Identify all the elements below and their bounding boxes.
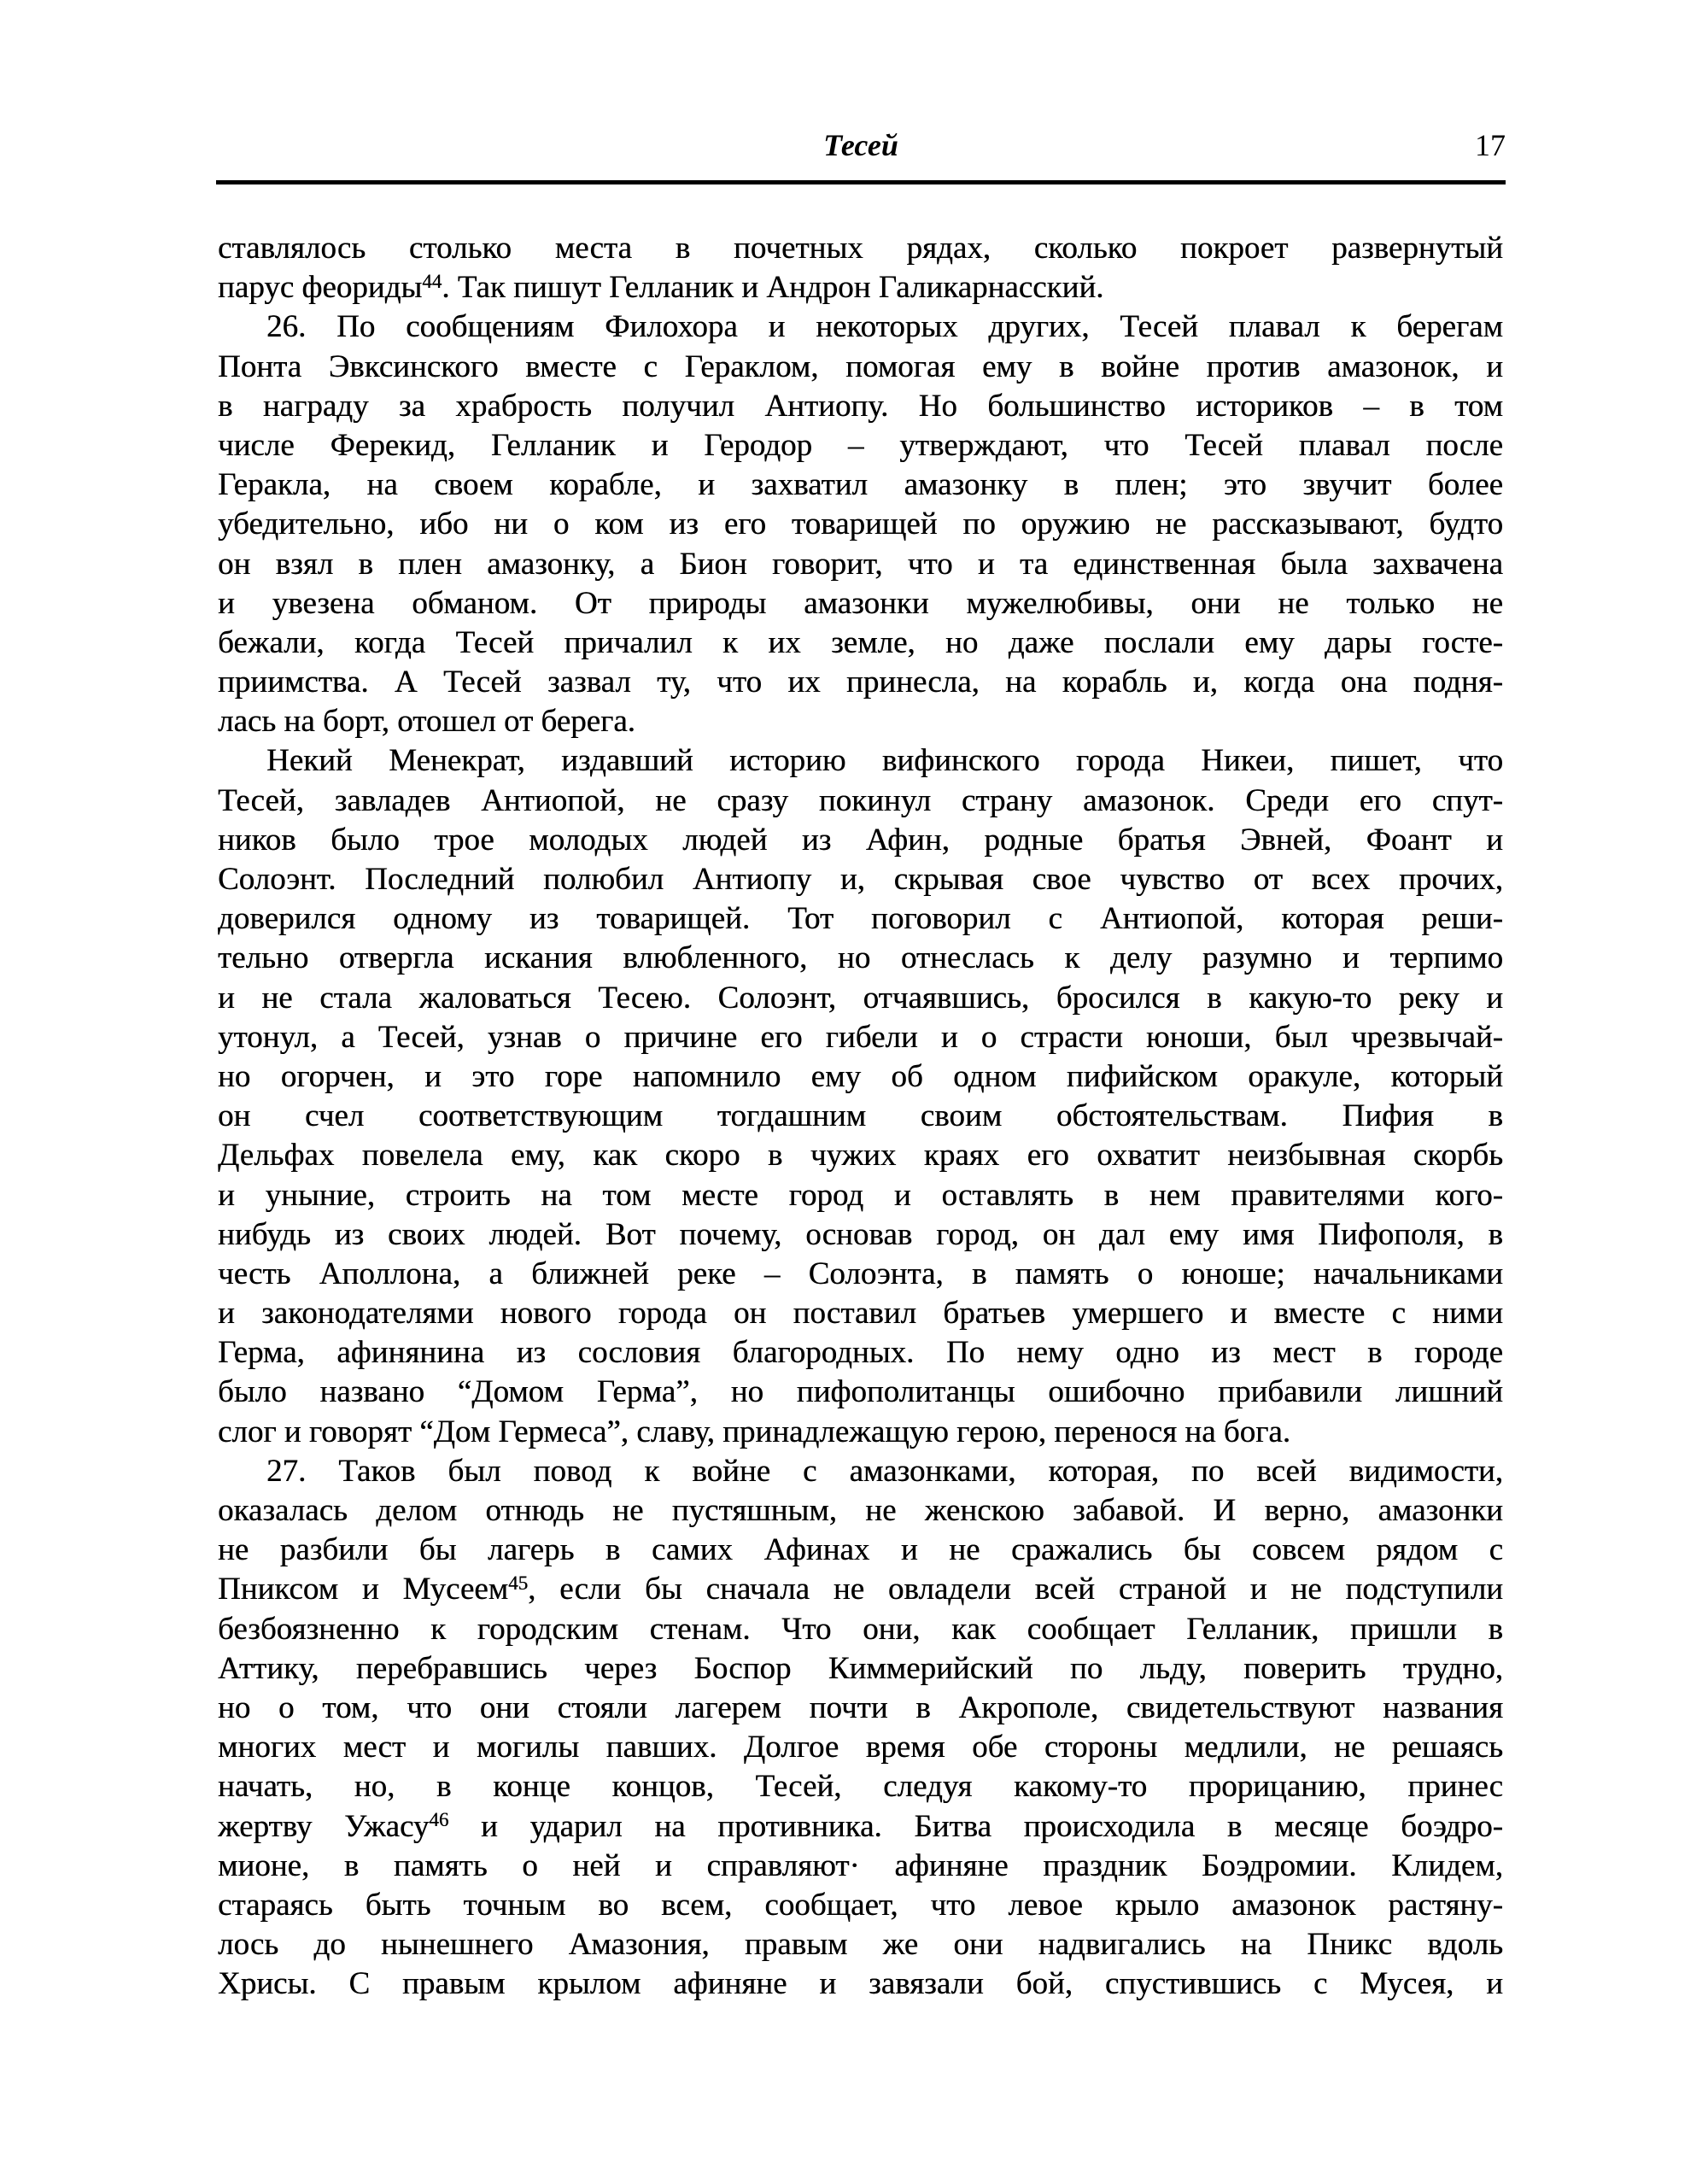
text-line: числе Ферекид, Гелланик и Геродор – утверждают, что Тесей плавал после	[218, 427, 1503, 463]
text-line: ников было трое молодых людей из Афин, родные братья Эвней, Фоант и	[218, 822, 1503, 858]
paragraph	[218, 229, 1503, 307]
text-line: Солоэнт. Последний полюбил Антиопу и, скрывая свое чувство от всех прочих,	[218, 862, 1503, 897]
text-line: оказалась делом отнюдь не пустяшным, не женскою забавой. И верно, амазонки	[218, 1493, 1503, 1528]
text-line: 26. По сообщениям Филохора и некоторых других, Тесей плавал к берегам	[266, 309, 1503, 345]
footnote-reference: 44	[422, 270, 442, 292]
text-line: Понта Эвксинского вместе с Гераклом, помогая ему в войне против амазонок, и	[218, 348, 1503, 384]
text-line: Герма, афинянина из сословия благородных. По нему одно из мест в городе	[218, 1335, 1503, 1371]
footnote-reference: 46	[429, 1809, 449, 1831]
text-line: он счел соответствующим тогдашним своим обстоятельствам. Пифия в	[218, 1098, 1503, 1134]
paragraph	[218, 1452, 1503, 2005]
text-line: он взял в плен амазонку, а Бион говорит, что и та единственная была захвачена	[218, 546, 1503, 582]
text-line: в награду за храбрость получил Антиопу. Но большинство историков – в том	[218, 388, 1503, 424]
footnote-reference: 45	[508, 1572, 529, 1594]
text-line: 27. Таков был повод к войне с амазонками, которая, по всей видимости,	[266, 1453, 1503, 1489]
text-line: Некий Менекрат, издавший историю вифинского города Никеи, пишет, что	[266, 743, 1503, 779]
text-line: слог и говорят “Дом Гермеса”, славу, принадлежащую герою, перенося на бога.	[218, 1414, 1290, 1449]
text-line: Пниксом и Мусеем$^{45}$, если бы сначала не овладели всей страной и не подступили	[218, 1572, 1503, 1607]
text-line: жертву Ужасу$^{46}$ и ударил на противника. Битва происходила в месяце боэдро-	[218, 1808, 1503, 1844]
text-line: было названо “Домом Герма”, но пифополитанцы ошибочно прибавили лишний	[218, 1374, 1503, 1410]
text-line: лась на борт, отошел от берега.	[218, 704, 635, 740]
text-line: доверился одному из товарищей. Тот поговорил с Антиопой, которая реши-	[218, 901, 1503, 937]
text-line: но огорчен, и это горе напомнило ему об одном пифийском оракуле, который	[218, 1058, 1503, 1094]
header-divider	[216, 180, 1506, 184]
text-line: Хрисы. С правым крылом афиняне и завязали бой, спустившись с Мусея, и	[218, 1966, 1503, 2002]
text-line: и уныние, строить на том месте город и оставлять в нем правителями кого-	[218, 1177, 1503, 1213]
text-line: и законодателями нового города он поставил братьев умершего и вместе с ними	[218, 1296, 1503, 1332]
text-line: приимства. А Тесей зазвал ту, что их принесла, на корабль и, когда она подня-	[218, 665, 1503, 700]
text-line: парус феориды$^{44}$. Так пишут Гелланик и Андрон Галикарнасский.	[218, 270, 1104, 306]
text-line: но о том, что они стояли лагерем почти в Акрополе, свидетельствуют названия	[218, 1689, 1503, 1725]
text-line: честь Аполлона, а ближней реке – Солоэнта, в память о юноше; начальниками	[218, 1256, 1503, 1291]
text-line: Аттику, перебравшись через Боспор Киммерийский по льду, поверить трудно,	[218, 1650, 1503, 1686]
text-line: многих мест и могилы павших. Долгое время обе стороны медлили, не решаясь	[218, 1730, 1503, 1765]
text-line: нибудь из своих людей. Вот почему, основав город, он дал ему имя Пифополя, в	[218, 1216, 1503, 1252]
paragraph	[218, 307, 1503, 741]
text-line: утонул, а Тесей, узнав о причине его гибели и о страсти юноши, был чрезвычай-	[218, 1019, 1503, 1055]
text-line: безбоязненно к городским стенам. Что они, как сообщает Гелланик, пришли в	[218, 1611, 1503, 1647]
text-line: тельно отвергла искания влюбленного, но отнеслась к делу разумно и терпимо	[218, 940, 1503, 976]
text-line: начать, но, в конце концов, Тесей, следуя какому-то прорицанию, принес	[218, 1769, 1503, 1805]
text-line: стараясь быть точным во всем, сообщает, что левое крыло амазонок растяну-	[218, 1887, 1503, 1923]
text-line: лось до нынешнего Амазония, правым же они надвигались на Пникс вдоль	[218, 1927, 1503, 1963]
text-line: Геракла, на своем корабле, и захватил амазонку в плен; это звучит более	[218, 467, 1503, 503]
text-line: ставлялось столько места в почетных рядах, сколько покроет развернутый	[218, 231, 1503, 266]
text-line: не разбили бы лагерь в самих Афинах и не сражались бы совсем рядом с	[218, 1532, 1503, 1568]
text-line: и не стала жаловаться Тесею. Солоэнт, отчаявшись, бросился в какую-то реку и	[218, 980, 1503, 1016]
text-line: бежали, когда Тесей причалил к их земле, но даже послали ему дары госте-	[218, 624, 1503, 660]
paragraph	[218, 741, 1503, 1451]
text-line: и увезена обманом. От природы амазонки мужелюбивы, они не только не	[218, 585, 1503, 621]
text-line: мионе, в память о ней и справляют· афиняне праздник Боэдромии. Клидем,	[218, 1847, 1503, 1883]
text-line: убедительно, ибо ни о ком из его товарищей по оружию не рассказывают, будто	[218, 506, 1503, 542]
text-line: Дельфах повелела ему, как скоро в чужих краях его охватит неизбывная скорбь	[218, 1138, 1503, 1174]
page-number: 17	[1475, 128, 1506, 162]
text-line: Тесей, завладев Антиопой, не сразу покинул страну амазонок. Среди его спут-	[218, 782, 1503, 818]
page-title: Тесей	[823, 128, 898, 162]
text-block	[218, 229, 1503, 2004]
